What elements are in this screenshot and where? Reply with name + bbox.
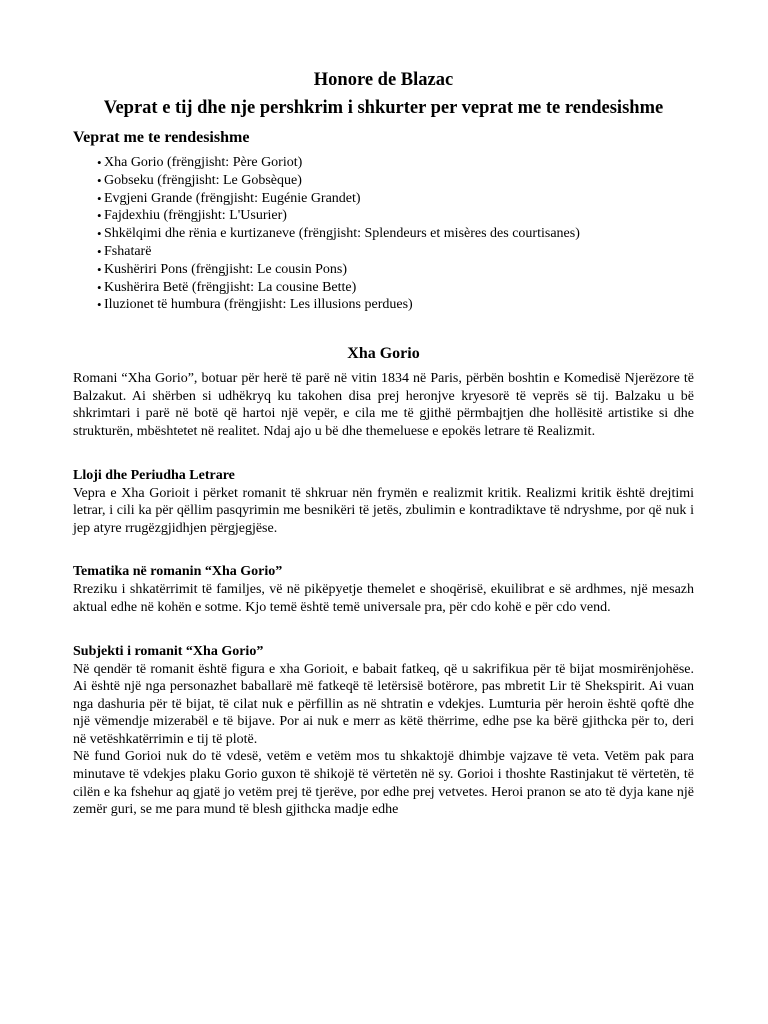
theme-paragraph: Rreziku i shkatërrimit të familjes, vë në pikëpyetje themelet e shoqërisë, ekuilibrat e së ardhmes, një mesazh aktual edhe në kohën e sotme. Kjo temë është temë universale pra, për cdo kohë e për cdo vend. — [73, 582, 694, 615]
works-list — [73, 154, 694, 314]
list-item: • Kushërira Betë (frëngjisht: La cousine Bette) — [73, 279, 694, 297]
subject-heading: Subjekti i romanit “Xha Gorio” — [73, 643, 264, 659]
document-title: Honore de Blazac — [313, 70, 454, 90]
theme-heading: Tematika në romanin “Xha Gorio” — [73, 564, 283, 580]
list-item: • Shkëlqimi dhe rënia e kurtizaneve (frëngjisht: Splendeurs et misères des courtisanes) — [73, 225, 694, 243]
list-item: • Kushëriri Pons (frëngjisht: Le cousin Pons) — [73, 261, 694, 279]
document-subtitle: Veprat e tij dhe nje pershkrim i shkurter per veprat me te rendesishme — [103, 98, 664, 118]
list-item: • Fshatarë — [73, 243, 694, 261]
list-item: • Evgjeni Grande (frëngjisht: Eugénie Grandet) — [73, 190, 694, 208]
document-page — [73, 68, 694, 819]
intro-paragraph: Romani “Xha Gorio”, botuar për herë të parë në vitin 1834 në Paris, përbën boshtin e Komedisë Njerëzore të Balzakut. Ai shërben si udhëkryq ku takohen disa prej heronjve kryesorë të veprës së tij. Balzaku u bë shkrimtari i parë në botë që hartoi një vepër, e cila me të gjithë përmbajtjen dhe hollësitë artistike si dhe strukturën, mbështetet në realitet. Ndaj ajo u bë dhe themeluese e epokës letrare të Realizmit. — [73, 371, 694, 439]
genre-paragraph: Vepra e Xha Gorioit i përket romanit të shkruar nën frymën e realizmit kritik. Realizmi kritik është drejtimi letrar, i cili ka për qëllim pasqyrimin me besnikëri të jetës, zbulimin e kontradiktave të ndryshme, por që nuk i jep atyre rrugëzgjidhjen përgjegjëse. — [73, 485, 694, 536]
list-item: • Gobseku (frëngjisht: Le Gobsèque) — [73, 172, 694, 190]
list-item: • Fajdexhiu (frëngjisht: L'Usurier) — [73, 207, 694, 225]
subject-paragraph: Në qendër të romanit është figura e xha Gorioit, e babait fatkeq, që u sakrifikua për të bijat mosmirënjohëse. Ai është një nga personazhet baballarë më fatkeqë të letërsisë botërore, pas mbretit Lir të Shekspirit. Ai vuan nga dashuria për të bijat, të cilat nuk e përfillin as në shtratin e vdekjes. Lumturia për heroin është qoftë dhe një vëmendje mizerabël e të bijave. Por ai nuk e merr as këtë thërrime, edhe pse ka bërë gjithcka për to, deri në vetëshkatërrimin e tij të plotë. — [73, 661, 694, 747]
ending-paragraph: Në fund Gorioi nuk do të vdesë, vetëm e vetëm mos tu shkaktojë dhimbje vajzave të veta. Vetëm pak para minutave të vdekjes plaku Gorio guxon të shikojë të vërtetën në sy. Gorioi i thoshte Rastinjakut të vërtetën, të cilën e ka fshehur aq gjatë jo vetëm prej të tjerëve, por edhe prej vetvetes. Heroi pranon se ato të dyja kane një zemër guri, se me para mund të blesh gjithcka madje edhe — [73, 749, 694, 818]
list-item: • Iluzionet të humbura (frëngjisht: Les illusions perdues) — [73, 296, 694, 314]
list-item: • Xha Gorio (frëngjisht: Père Goriot) — [73, 154, 694, 172]
works-heading: Veprat me te rendesishme — [73, 129, 250, 146]
section-title: Xha Gorio — [347, 345, 420, 363]
genre-heading: Lloji dhe Periudha Letrare — [73, 467, 235, 483]
